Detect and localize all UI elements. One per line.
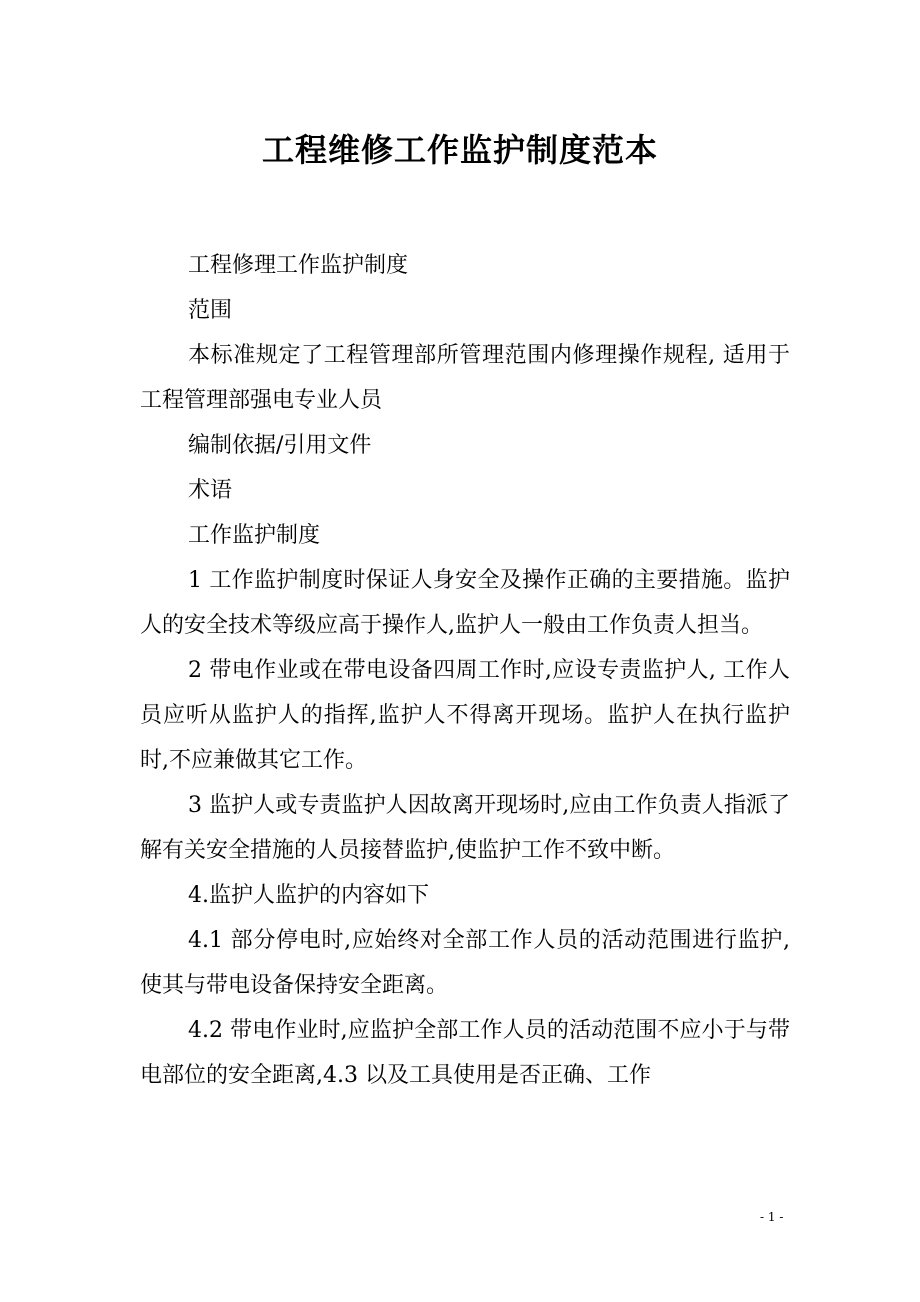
paragraph: 2 带电作业或在带电设备四周工作时,应设专责监护人, 工作人员应听从监护人的指挥,监护人不得离开现场。监护人在执行监护时,不应兼做其它工作。 — [140, 658, 790, 773]
paragraph: 工程修理工作监护制度 — [188, 253, 409, 278]
paragraph: 1 工作监护制度时保证人身安全及操作正确的主要措施。监护人的安全技术等级应高于操作人,监护人一般由工作负责人担当。 — [140, 568, 790, 638]
page-number: - 1 - — [760, 1210, 784, 1224]
paragraph: 编制依据/引用文件 — [188, 433, 372, 458]
paragraph: 本标准规定了工程管理部所管理范围内修理操作规程, 适用于工程管理部强电专业人员 — [140, 343, 790, 413]
paragraph: 工作监护制度 — [188, 523, 321, 548]
document-title: 工程维修工作监护制度范本 — [261, 131, 658, 169]
paragraph: 4.1 部分停电时,应始终对全部工作人员的活动范围进行监护,使其与带电设备保持安全距离。 — [140, 928, 790, 998]
paragraph: 4.监护人监护的内容如下 — [188, 883, 429, 908]
document-body — [140, 243, 790, 1098]
paragraph: 4.2 带电作业时,应监护全部工作人员的活动范围不应小于与带电部位的安全距离,4.3 以及工具使用是否正确、工作 — [140, 1018, 790, 1088]
paragraph: 3 监护人或专责监护人因故离开现场时,应由工作负责人指派了解有关安全措施的人员接替监护,使监护工作不致中断。 — [140, 793, 790, 863]
paragraph: 术语 — [188, 478, 233, 503]
paragraph: 范围 — [188, 298, 233, 323]
